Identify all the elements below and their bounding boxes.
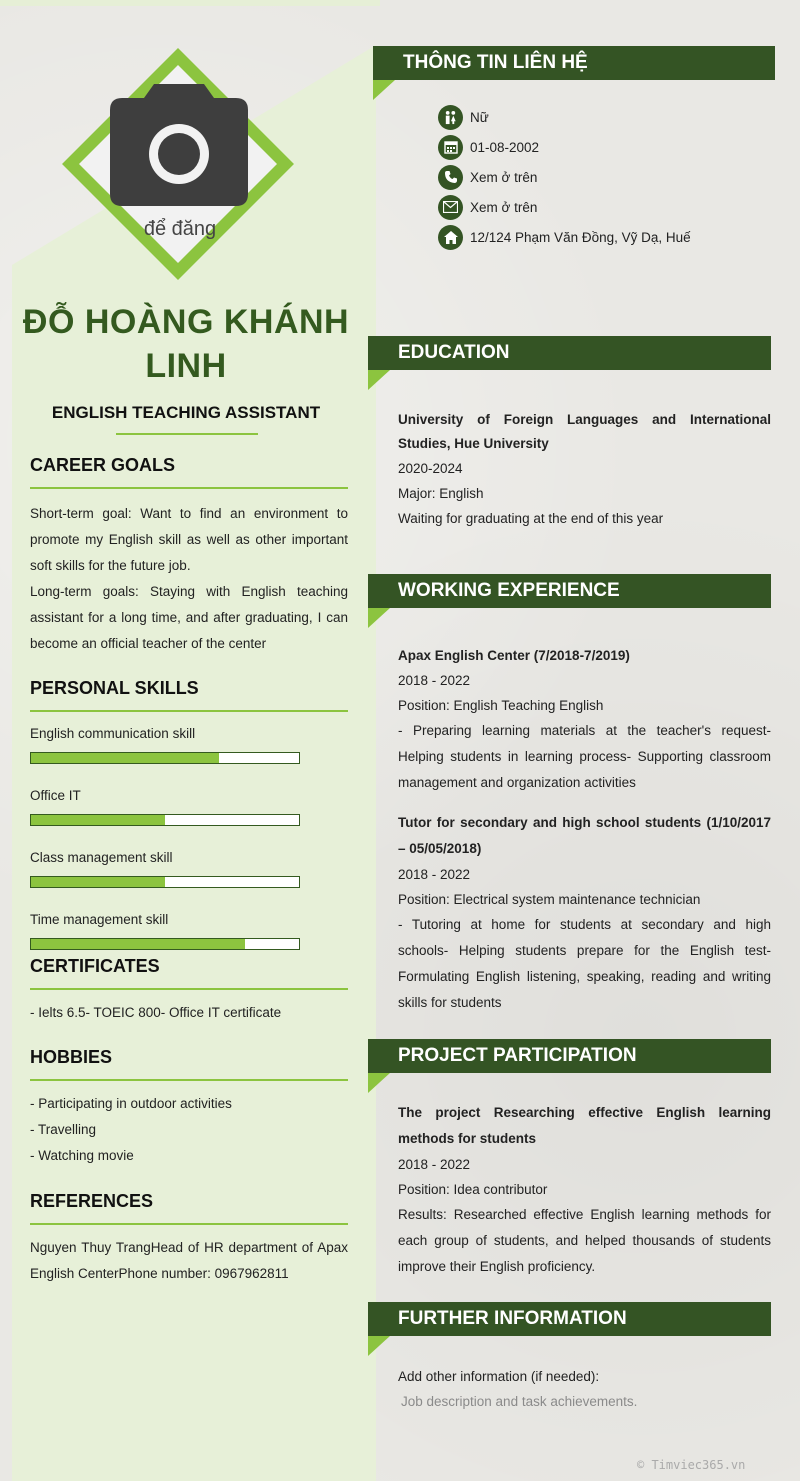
section-heading: REFERENCES (30, 1191, 348, 1225)
section-heading: FURTHER INFORMATION (398, 1308, 627, 1329)
section-heading: CERTIFICATES (30, 956, 348, 990)
project-position: Position: Idea contributor (398, 1182, 548, 1197)
further-placeholder[interactable]: Job description and task achievements. (401, 1394, 638, 1409)
job-position: Position: Electrical system maintenance technician (398, 892, 701, 907)
section-heading: THÔNG TIN LIÊN HỆ (403, 52, 588, 73)
skill-fill (31, 877, 165, 887)
projects-header (368, 1039, 771, 1073)
hobbies-section (30, 1047, 348, 1169)
job-description: - Tutoring at home for students at secondary and high schools- Helping students prepare for the English test- Formulating English listening, speaking, reading and writing skills for students (398, 917, 771, 1010)
career-goals-section (30, 455, 348, 657)
further-text: Add other information (if needed): (398, 1369, 600, 1384)
experience-header (368, 574, 771, 608)
hobby-item: - Watching movie (30, 1148, 134, 1163)
skill-fill (31, 815, 165, 825)
header-ribbon (373, 80, 395, 100)
references-text: Nguyen Thuy TrangHead of HR department of Apax English CenterPhone number: 0967962811 (30, 1240, 348, 1281)
job-entry (398, 810, 771, 1016)
skill-label: Time management skill (30, 912, 169, 927)
long-term-goal: Long-term goals: Staying with English teaching assistant for a long time, and after graduating, I can become an official teacher of the center (30, 584, 348, 651)
skill-fill (31, 939, 245, 949)
section-heading: EDUCATION (398, 342, 510, 363)
contact-list (438, 102, 691, 252)
candidate-name: ĐỖ HOÀNG KHÁNH LINH (22, 303, 350, 385)
skill-bar (30, 876, 300, 888)
section-heading: HOBBIES (30, 1047, 348, 1081)
job-years: 2018 - 2022 (398, 673, 471, 688)
contact-address (438, 222, 691, 252)
section-heading: CAREER GOALS (30, 455, 348, 489)
further-body (398, 1364, 771, 1414)
address-text: 12/124 Phạm Văn Đồng, Vỹ Dạ, Huế (470, 229, 691, 245)
job-company: Apax English Center (7/2018-7/2019) (398, 648, 630, 663)
top-strip (0, 0, 380, 6)
education-years: 2020-2024 (398, 461, 463, 476)
hobby-item: - Travelling (30, 1122, 97, 1137)
project-years: 2018 - 2022 (398, 1157, 471, 1172)
camera-icon (106, 84, 252, 216)
further-header (368, 1302, 771, 1336)
project-results: Results: Researched effective English learning methods for each group of students, and helped thousands of students improve their English proficiency. (398, 1207, 771, 1274)
email-text[interactable]: Xem ở trên (470, 199, 538, 215)
footer-watermark: © Timviec365.vn (637, 1458, 746, 1472)
job-company: Tutor for secondary and high school students (1/10/2017 – 05/05/2018) (398, 815, 771, 856)
calendar-icon (438, 135, 463, 160)
education-header (368, 336, 771, 370)
education-major: Major: English (398, 486, 484, 501)
section-heading: PROJECT PARTICIPATION (398, 1045, 637, 1066)
skill-label: English communication skill (30, 726, 196, 741)
skill-bar (30, 814, 300, 826)
header-ribbon (368, 370, 390, 390)
birthday-text: 01-08-2002 (470, 139, 540, 155)
projects-body (398, 1100, 771, 1280)
skill-fill (31, 753, 219, 763)
project-name: The project Researching effective English learning methods for students (398, 1105, 771, 1146)
job-title: ENGLISH TEACHING ASSISTANT (51, 403, 321, 422)
contact-header (373, 46, 775, 80)
skill-bar (30, 938, 300, 950)
personal-skills-section (30, 678, 348, 950)
skill-label: Class management skill (30, 850, 173, 865)
job-description: - Preparing learning materials at the teacher's request- Helping students in learning process- Supporting classroom management and organization activities (398, 723, 771, 790)
photo-caption: để đăng (143, 218, 217, 240)
skill-bar (30, 752, 300, 764)
gender-icon (438, 105, 463, 130)
section-heading: PERSONAL SKILLS (30, 678, 348, 712)
profile-photo[interactable] (62, 48, 294, 280)
phone-text[interactable]: Xem ở trên (470, 169, 538, 185)
experience-body (398, 644, 771, 1016)
school-name: University of Foreign Languages and International Studies, Hue University (398, 412, 771, 451)
certificates-text: - Ielts 6.5- TOEIC 800- Office IT certificate (30, 1005, 282, 1020)
skill-label: Office IT (30, 788, 81, 803)
header-ribbon (368, 1336, 390, 1356)
section-heading: WORKING EXPERIENCE (398, 580, 620, 601)
education-body (398, 408, 771, 531)
header-ribbon (368, 1073, 390, 1093)
gender-text: Nữ (470, 109, 489, 125)
certificates-section (30, 956, 348, 1026)
job-position: Position: English Teaching English (398, 698, 604, 713)
short-term-goal: Short-term goal: Want to find an environment to promote my English skill as well as other important soft skills for the future job. (30, 506, 348, 573)
header-ribbon (368, 608, 390, 628)
job-entry (398, 644, 771, 796)
references-section (30, 1191, 348, 1287)
email-icon (438, 195, 463, 220)
contact-email (438, 192, 691, 222)
hobby-item: - Participating in outdoor activities (30, 1096, 232, 1111)
contact-phone (438, 162, 691, 192)
phone-icon (438, 165, 463, 190)
education-note: Waiting for graduating at the end of this year (398, 511, 664, 526)
contact-birthday (438, 132, 691, 162)
contact-gender (438, 102, 691, 132)
home-icon (438, 225, 463, 250)
job-years: 2018 - 2022 (398, 867, 471, 882)
title-divider (116, 433, 258, 435)
